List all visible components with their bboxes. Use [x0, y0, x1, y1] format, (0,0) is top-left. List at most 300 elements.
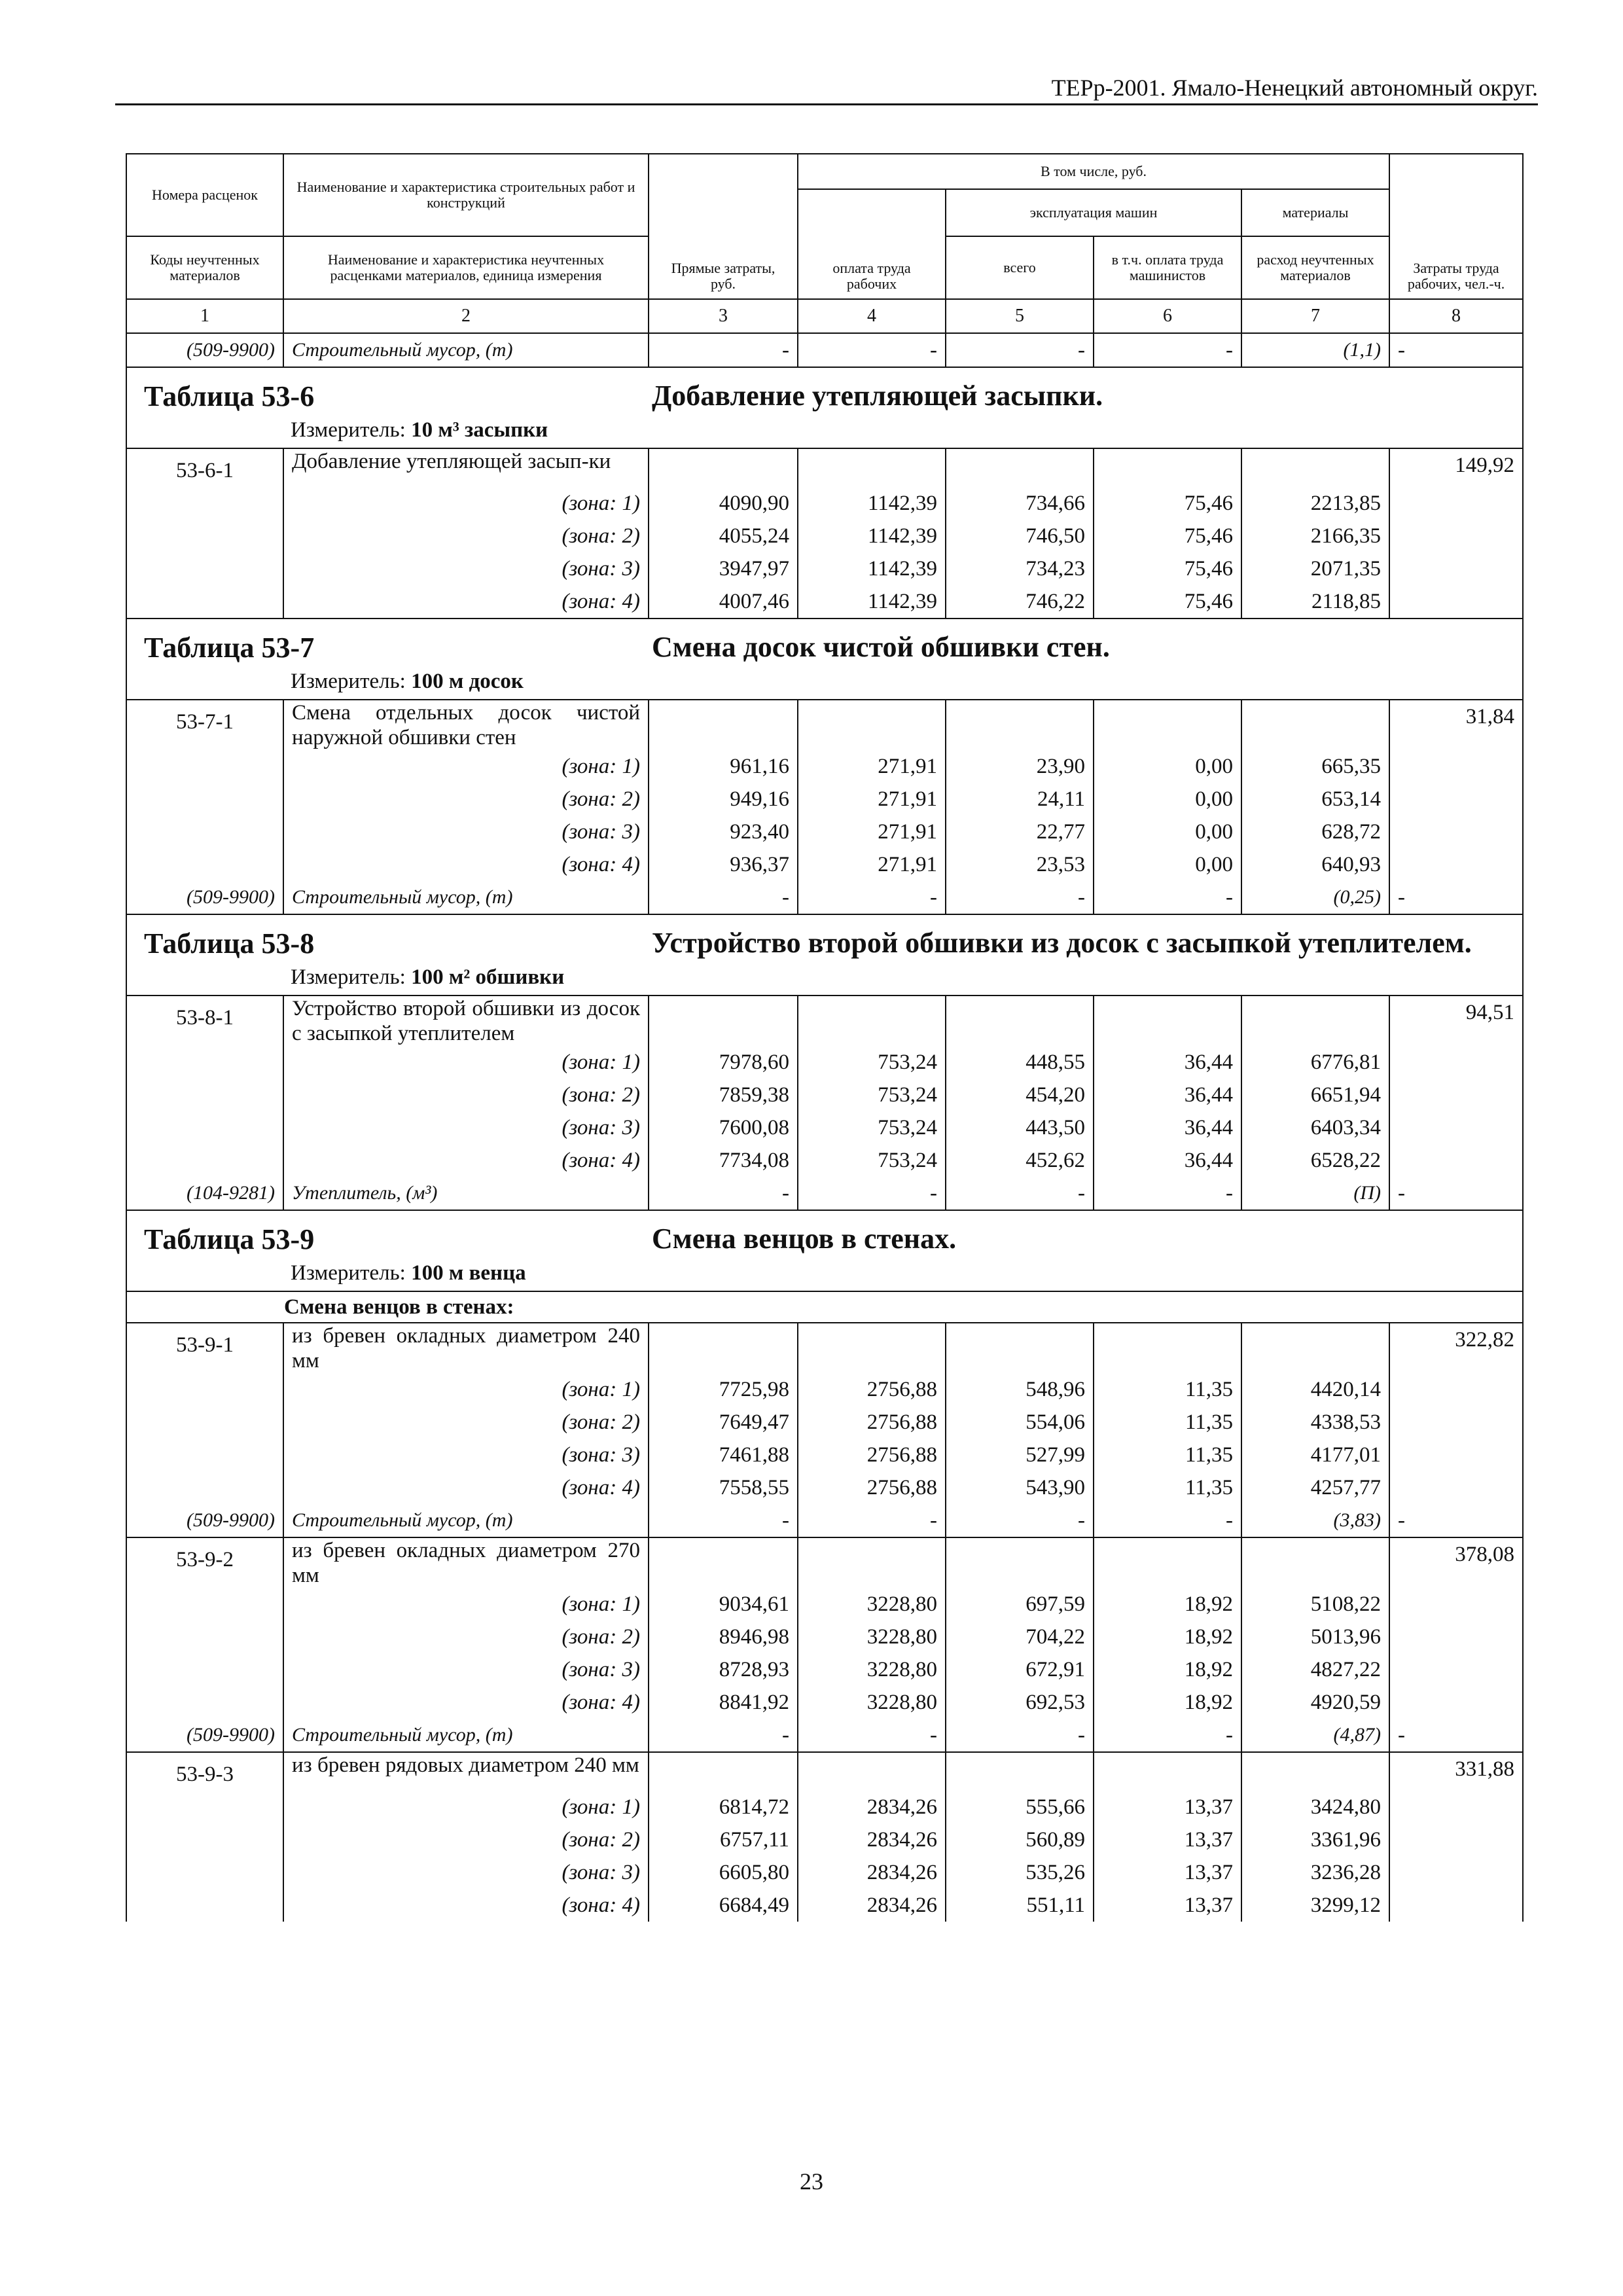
cell-operator-pay: 0,00: [1094, 816, 1241, 848]
empty-cell: [1094, 700, 1241, 750]
empty-cell: [649, 1537, 798, 1588]
empty-cell: [1094, 448, 1241, 487]
cell-operator-pay: 0,00: [1094, 750, 1241, 783]
empty-cell: [126, 585, 283, 619]
col1-header-top: Номера расценок: [126, 154, 283, 236]
empty-cell: [1094, 1752, 1241, 1791]
table-heading-row: [126, 367, 1523, 448]
empty-cell: [1094, 1537, 1241, 1588]
zone-row: [126, 1791, 1523, 1823]
cell-machines-total: 746,22: [946, 585, 1094, 619]
cell-labor-hours: -: [1389, 881, 1523, 914]
cell-labor-pay: 271,91: [798, 848, 946, 881]
empty-cell: [1094, 1323, 1241, 1373]
rate-code: 53-7-1: [126, 700, 283, 750]
cell-direct-costs: 6814,72: [649, 1791, 798, 1823]
zone-row: [126, 1046, 1523, 1079]
zone-row: [126, 1079, 1523, 1111]
zone-label: (зона: 3): [283, 1653, 649, 1686]
empty-cell: [126, 1686, 283, 1719]
table-number: Таблица 53-8: [144, 927, 315, 960]
empty-cell: [798, 1323, 946, 1373]
empty-cell: [126, 1856, 283, 1889]
material-row: [126, 333, 1523, 367]
cell-materials: 3424,80: [1241, 1791, 1389, 1823]
measure-value: 100 м досок: [411, 670, 524, 693]
zone-row: [126, 585, 1523, 619]
empty-cell: [1241, 1752, 1389, 1791]
empty-cell: [126, 1406, 283, 1439]
cell-direct-costs: -: [649, 1504, 798, 1537]
cell-operator-pay: -: [1094, 1504, 1241, 1537]
rate-row: [126, 996, 1523, 1046]
rate-code: 53-8-1: [126, 996, 283, 1046]
table-heading-row: [126, 914, 1523, 996]
material-name: Строительный мусор, (т): [283, 1504, 649, 1537]
column-number: 1: [126, 299, 283, 333]
empty-cell: [126, 848, 283, 881]
cell-machines-total: -: [946, 1719, 1094, 1752]
cell-operator-pay: 75,46: [1094, 520, 1241, 552]
col4-header: оплата труда рабочих: [798, 189, 946, 299]
zone-label: (зона: 4): [283, 1686, 649, 1719]
column-number: 7: [1241, 299, 1389, 333]
rate-row: [126, 1323, 1523, 1373]
cell-operator-pay: -: [1094, 333, 1241, 367]
rate-code: 53-9-2: [126, 1537, 283, 1588]
cell-machines-total: 746,50: [946, 520, 1094, 552]
empty-cell: [1389, 1686, 1523, 1719]
cell-operator-pay: 18,92: [1094, 1653, 1241, 1686]
header-rule: [115, 103, 1538, 105]
cell-labor-pay: 2756,88: [798, 1471, 946, 1504]
material-name: Строительный мусор, (т): [283, 333, 649, 367]
cell-direct-costs: 7461,88: [649, 1439, 798, 1471]
zone-label: (зона: 2): [283, 1621, 649, 1653]
material-row: [126, 1177, 1523, 1210]
cell-labor-pay: 2756,88: [798, 1373, 946, 1406]
labor-hours: 149,92: [1389, 448, 1523, 487]
measure-unit: [134, 1259, 1516, 1287]
cell-labor-hours: -: [1389, 333, 1523, 367]
cell-direct-costs: 961,16: [649, 750, 798, 783]
cell-material-consumption: (0,25): [1241, 881, 1389, 914]
material-row: [126, 1719, 1523, 1752]
empty-cell: [1389, 1406, 1523, 1439]
empty-cell: [798, 996, 946, 1046]
zone-label: (зона: 1): [283, 487, 649, 520]
cell-operator-pay: 11,35: [1094, 1373, 1241, 1406]
zone-label: (зона: 1): [283, 1046, 649, 1079]
cell-direct-costs: 949,16: [649, 783, 798, 816]
empty-cell: [649, 1323, 798, 1373]
zone-row: [126, 1653, 1523, 1686]
cell-material-consumption: (3,83): [1241, 1504, 1389, 1537]
in-total-header: В том числе, руб.: [798, 154, 1389, 189]
cell-direct-costs: -: [649, 1719, 798, 1752]
rate-name: из бревен рядовых диаметром 240 мм: [283, 1752, 649, 1791]
cell-machines-total: -: [946, 1504, 1094, 1537]
cell-operator-pay: 13,37: [1094, 1823, 1241, 1856]
cell-materials: 628,72: [1241, 816, 1389, 848]
cell-operator-pay: -: [1094, 1177, 1241, 1210]
material-name: Утеплитель, (м³): [283, 1177, 649, 1210]
section-row: [126, 1291, 1523, 1323]
empty-cell: [1389, 1889, 1523, 1922]
zone-row: [126, 552, 1523, 585]
measure-value: 100 м² обшивки: [411, 965, 565, 989]
cell-direct-costs: 7725,98: [649, 1373, 798, 1406]
table-heading: [126, 367, 1523, 448]
zone-label: (зона: 4): [283, 848, 649, 881]
cell-direct-costs: 7558,55: [649, 1471, 798, 1504]
zone-row: [126, 1144, 1523, 1177]
empty-cell: [1094, 996, 1241, 1046]
empty-cell: [946, 1323, 1094, 1373]
machines-header: эксплуатация машин: [946, 189, 1241, 236]
cell-operator-pay: 36,44: [1094, 1079, 1241, 1111]
empty-cell: [649, 448, 798, 487]
empty-cell: [126, 520, 283, 552]
cell-machines-total: 24,11: [946, 783, 1094, 816]
material-row: [126, 881, 1523, 914]
zone-row: [126, 1823, 1523, 1856]
measure-label: Измеритель:: [291, 1261, 406, 1285]
running-head: ТЕРр-2001. Ямало-Ненецкий автономный округ.: [1051, 75, 1538, 101]
cell-machines-total: 543,90: [946, 1471, 1094, 1504]
table-title: Смена венцов в стенах.: [652, 1223, 957, 1255]
empty-cell: [1241, 1323, 1389, 1373]
cell-direct-costs: 7978,60: [649, 1046, 798, 1079]
zone-row: [126, 1588, 1523, 1621]
cell-material-consumption: (П): [1241, 1177, 1389, 1210]
col2-header-top: Наименование и характеристика строительных работ и конструкций: [283, 154, 649, 236]
cell-machines-total: 560,89: [946, 1823, 1094, 1856]
cell-machines-total: 452,62: [946, 1144, 1094, 1177]
cell-materials: 3361,96: [1241, 1823, 1389, 1856]
cell-labor-pay: 3228,80: [798, 1653, 946, 1686]
empty-cell: [126, 1621, 283, 1653]
empty-cell: [946, 448, 1094, 487]
empty-cell: [126, 1046, 283, 1079]
empty-cell: [1389, 1791, 1523, 1823]
cell-machines-total: -: [946, 1177, 1094, 1210]
empty-cell: [649, 1752, 798, 1791]
empty-cell: [126, 487, 283, 520]
cell-direct-costs: 7734,08: [649, 1144, 798, 1177]
cell-machines-total: 527,99: [946, 1439, 1094, 1471]
measure-label: Измеритель:: [291, 670, 406, 693]
cell-machines-total: 454,20: [946, 1079, 1094, 1111]
table-title: Устройство второй обшивки из досок с засыпкой утеплителем.: [652, 927, 1472, 959]
cell-materials: 5013,96: [1241, 1621, 1389, 1653]
cell-direct-costs: -: [649, 333, 798, 367]
zone-row: [126, 1406, 1523, 1439]
cell-operator-pay: 36,44: [1094, 1046, 1241, 1079]
cell-materials: 6651,94: [1241, 1079, 1389, 1111]
table-heading: [126, 619, 1523, 700]
rate-code: 53-6-1: [126, 448, 283, 487]
table-header: [126, 154, 1523, 333]
cell-machines-total: 554,06: [946, 1406, 1094, 1439]
empty-cell: [1389, 1653, 1523, 1686]
zone-label: (зона: 1): [283, 1373, 649, 1406]
zone-row: [126, 487, 1523, 520]
empty-cell: [946, 1752, 1094, 1791]
col3-header: Прямые затраты, руб.: [649, 154, 798, 299]
cell-labor-pay: 2834,26: [798, 1856, 946, 1889]
cell-direct-costs: 4090,90: [649, 487, 798, 520]
rate-code: 53-9-1: [126, 1323, 283, 1373]
table-body: [126, 333, 1523, 1922]
cell-operator-pay: 0,00: [1094, 848, 1241, 881]
cell-labor-pay: 2756,88: [798, 1439, 946, 1471]
cell-operator-pay: 11,35: [1094, 1471, 1241, 1504]
cell-labor-pay: 753,24: [798, 1111, 946, 1144]
empty-cell: [126, 1373, 283, 1406]
cell-materials: 4257,77: [1241, 1471, 1389, 1504]
cell-materials: 3236,28: [1241, 1856, 1389, 1889]
empty-cell: [946, 996, 1094, 1046]
cell-materials: 4920,59: [1241, 1686, 1389, 1719]
col7-header: расход неучтенных материалов: [1241, 236, 1389, 299]
cell-direct-costs: 3947,97: [649, 552, 798, 585]
cell-materials: 6528,22: [1241, 1144, 1389, 1177]
measure-unit: [134, 963, 1516, 991]
empty-cell: [1389, 1823, 1523, 1856]
zone-row: [126, 848, 1523, 881]
cell-materials: 5108,22: [1241, 1588, 1389, 1621]
empty-cell: [1389, 1621, 1523, 1653]
empty-cell: [1389, 1144, 1523, 1177]
cell-operator-pay: 75,46: [1094, 487, 1241, 520]
col5-header: всего: [946, 236, 1094, 299]
zone-row: [126, 816, 1523, 848]
table-number: Таблица 53-6: [144, 380, 315, 412]
col8-header: Затраты труда рабочих, чел.-ч.: [1389, 154, 1523, 299]
zone-row: [126, 1686, 1523, 1719]
empty-cell: [126, 1471, 283, 1504]
cell-labor-pay: 2834,26: [798, 1889, 946, 1922]
zone-label: (зона: 4): [283, 1471, 649, 1504]
cell-direct-costs: 936,37: [649, 848, 798, 881]
cell-labor-pay: -: [798, 1504, 946, 1537]
zone-row: [126, 1111, 1523, 1144]
empty-cell: [126, 750, 283, 783]
cell-machines-total: 443,50: [946, 1111, 1094, 1144]
column-number: 8: [1389, 299, 1523, 333]
zone-label: (зона: 4): [283, 1144, 649, 1177]
zone-label: (зона: 4): [283, 1889, 649, 1922]
empty-cell: [798, 700, 946, 750]
empty-cell: [1389, 487, 1523, 520]
cell-materials: 665,35: [1241, 750, 1389, 783]
empty-cell: [1389, 750, 1523, 783]
empty-cell: [798, 448, 946, 487]
cell-direct-costs: 6757,11: [649, 1823, 798, 1856]
empty-cell: [1389, 1046, 1523, 1079]
cell-labor-pay: -: [798, 1177, 946, 1210]
rate-name: Устройство второй обшивки из досок с засыпкой утеплителем: [283, 996, 649, 1046]
empty-cell: [946, 1537, 1094, 1588]
cell-operator-pay: 13,37: [1094, 1856, 1241, 1889]
cell-materials: 4177,01: [1241, 1439, 1389, 1471]
zone-label: (зона: 1): [283, 750, 649, 783]
measure-value: 10 м³ засыпки: [411, 418, 548, 442]
cell-operator-pay: 36,44: [1094, 1111, 1241, 1144]
cell-materials: 4338,53: [1241, 1406, 1389, 1439]
rate-name: Смена отдельных досок чистой наружной обшивки стен: [283, 700, 649, 750]
empty-cell: [798, 1537, 946, 1588]
empty-cell: [1241, 996, 1389, 1046]
rate-code: 53-9-3: [126, 1752, 283, 1791]
cell-labor-pay: 2834,26: [798, 1823, 946, 1856]
col1-header-bottom: Коды неучтенных материалов: [126, 236, 283, 299]
cell-direct-costs: 8946,98: [649, 1621, 798, 1653]
table-heading: [126, 1210, 1523, 1291]
cell-machines-total: 672,91: [946, 1653, 1094, 1686]
cell-labor-pay: 753,24: [798, 1144, 946, 1177]
zone-label: (зона: 3): [283, 1439, 649, 1471]
zone-label: (зона: 2): [283, 783, 649, 816]
empty-cell: [126, 1111, 283, 1144]
material-code: (509-9900): [126, 333, 283, 367]
cell-operator-pay: 13,37: [1094, 1791, 1241, 1823]
empty-cell: [1389, 552, 1523, 585]
page-number: 23: [800, 2168, 823, 2195]
table-heading-row: [126, 619, 1523, 700]
measure-label: Измеритель:: [291, 965, 406, 989]
materials-header: материалы: [1241, 189, 1389, 236]
empty-cell: [1389, 1373, 1523, 1406]
zone-row: [126, 1471, 1523, 1504]
zone-label: (зона: 2): [283, 1406, 649, 1439]
cell-machines-total: 548,96: [946, 1373, 1094, 1406]
rate-row: [126, 700, 1523, 750]
cell-direct-costs: 6684,49: [649, 1889, 798, 1922]
material-name: Строительный мусор, (т): [283, 881, 649, 914]
cell-operator-pay: 11,35: [1094, 1406, 1241, 1439]
table-heading-row: [126, 1210, 1523, 1291]
cell-operator-pay: -: [1094, 1719, 1241, 1752]
cell-materials: 2071,35: [1241, 552, 1389, 585]
labor-hours: 322,82: [1389, 1323, 1523, 1373]
cell-machines-total: 535,26: [946, 1856, 1094, 1889]
cell-machines-total: 551,11: [946, 1889, 1094, 1922]
measure-unit: [134, 668, 1516, 695]
cell-direct-costs: -: [649, 1177, 798, 1210]
cell-machines-total: 704,22: [946, 1621, 1094, 1653]
cell-materials: 640,93: [1241, 848, 1389, 881]
col2-header-bottom: Наименование и характеристика неучтенных расценками материалов, единица измерения: [283, 236, 649, 299]
empty-cell: [1389, 585, 1523, 619]
empty-cell: [798, 1752, 946, 1791]
material-row: [126, 1504, 1523, 1537]
cell-direct-costs: 6605,80: [649, 1856, 798, 1889]
empty-cell: [1389, 816, 1523, 848]
labor-hours: 94,51: [1389, 996, 1523, 1046]
empty-cell: [126, 1791, 283, 1823]
cell-operator-pay: 75,46: [1094, 585, 1241, 619]
cell-operator-pay: 36,44: [1094, 1144, 1241, 1177]
cell-labor-pay: -: [798, 881, 946, 914]
cell-labor-pay: 1142,39: [798, 487, 946, 520]
cell-direct-costs: 923,40: [649, 816, 798, 848]
cell-machines-total: 23,53: [946, 848, 1094, 881]
empty-cell: [126, 783, 283, 816]
cell-operator-pay: -: [1094, 881, 1241, 914]
cell-labor-pay: 3228,80: [798, 1588, 946, 1621]
material-code: (509-9900): [126, 1719, 283, 1752]
cell-labor-hours: -: [1389, 1719, 1523, 1752]
cell-labor-pay: -: [798, 1719, 946, 1752]
zone-label: (зона: 1): [283, 1588, 649, 1621]
cell-machines-total: 448,55: [946, 1046, 1094, 1079]
zone-label: (зона: 3): [283, 552, 649, 585]
material-code: (509-9900): [126, 881, 283, 914]
cell-operator-pay: 18,92: [1094, 1686, 1241, 1719]
table-title: Добавление утепляющей засыпки.: [652, 380, 1103, 412]
empty-cell: [126, 1889, 283, 1922]
cell-labor-pay: 271,91: [798, 816, 946, 848]
cell-labor-hours: -: [1389, 1504, 1523, 1537]
empty-cell: [1241, 700, 1389, 750]
cell-materials: 3299,12: [1241, 1889, 1389, 1922]
cell-direct-costs: 8728,93: [649, 1653, 798, 1686]
measure-label: Измеритель:: [291, 418, 406, 442]
empty-cell: [126, 1144, 283, 1177]
zone-row: [126, 520, 1523, 552]
table-number: Таблица 53-7: [144, 632, 315, 664]
material-name: Строительный мусор, (т): [283, 1719, 649, 1752]
cell-labor-pay: 753,24: [798, 1079, 946, 1111]
cell-materials: 4420,14: [1241, 1373, 1389, 1406]
cell-materials: 2118,85: [1241, 585, 1389, 619]
empty-cell: [1241, 448, 1389, 487]
empty-cell: [126, 1588, 283, 1621]
cell-machines-total: 734,23: [946, 552, 1094, 585]
empty-cell: [649, 996, 798, 1046]
cell-machines-total: -: [946, 881, 1094, 914]
cell-labor-pay: 271,91: [798, 783, 946, 816]
cell-direct-costs: 4055,24: [649, 520, 798, 552]
cell-machines-total: 22,77: [946, 816, 1094, 848]
cell-material-consumption: (4,87): [1241, 1719, 1389, 1752]
rate-row: [126, 448, 1523, 487]
cell-direct-costs: 4007,46: [649, 585, 798, 619]
cell-direct-costs: -: [649, 881, 798, 914]
cell-labor-hours: -: [1389, 1177, 1523, 1210]
empty-cell: [126, 1079, 283, 1111]
cell-machines-total: 697,59: [946, 1588, 1094, 1621]
section-title: Смена венцов в стенах:: [126, 1291, 1523, 1323]
zone-row: [126, 1439, 1523, 1471]
empty-cell: [126, 1439, 283, 1471]
cell-labor-pay: 271,91: [798, 750, 946, 783]
zone-row: [126, 750, 1523, 783]
column-number: 6: [1094, 299, 1241, 333]
cell-material-consumption: (1,1): [1241, 333, 1389, 367]
cell-operator-pay: 18,92: [1094, 1621, 1241, 1653]
zone-label: (зона: 3): [283, 816, 649, 848]
zone-label: (зона: 2): [283, 1079, 649, 1111]
cell-operator-pay: 75,46: [1094, 552, 1241, 585]
zone-label: (зона: 1): [283, 1791, 649, 1823]
rate-row: [126, 1752, 1523, 1791]
cell-operator-pay: 0,00: [1094, 783, 1241, 816]
cell-direct-costs: 7600,08: [649, 1111, 798, 1144]
cell-labor-pay: -: [798, 333, 946, 367]
